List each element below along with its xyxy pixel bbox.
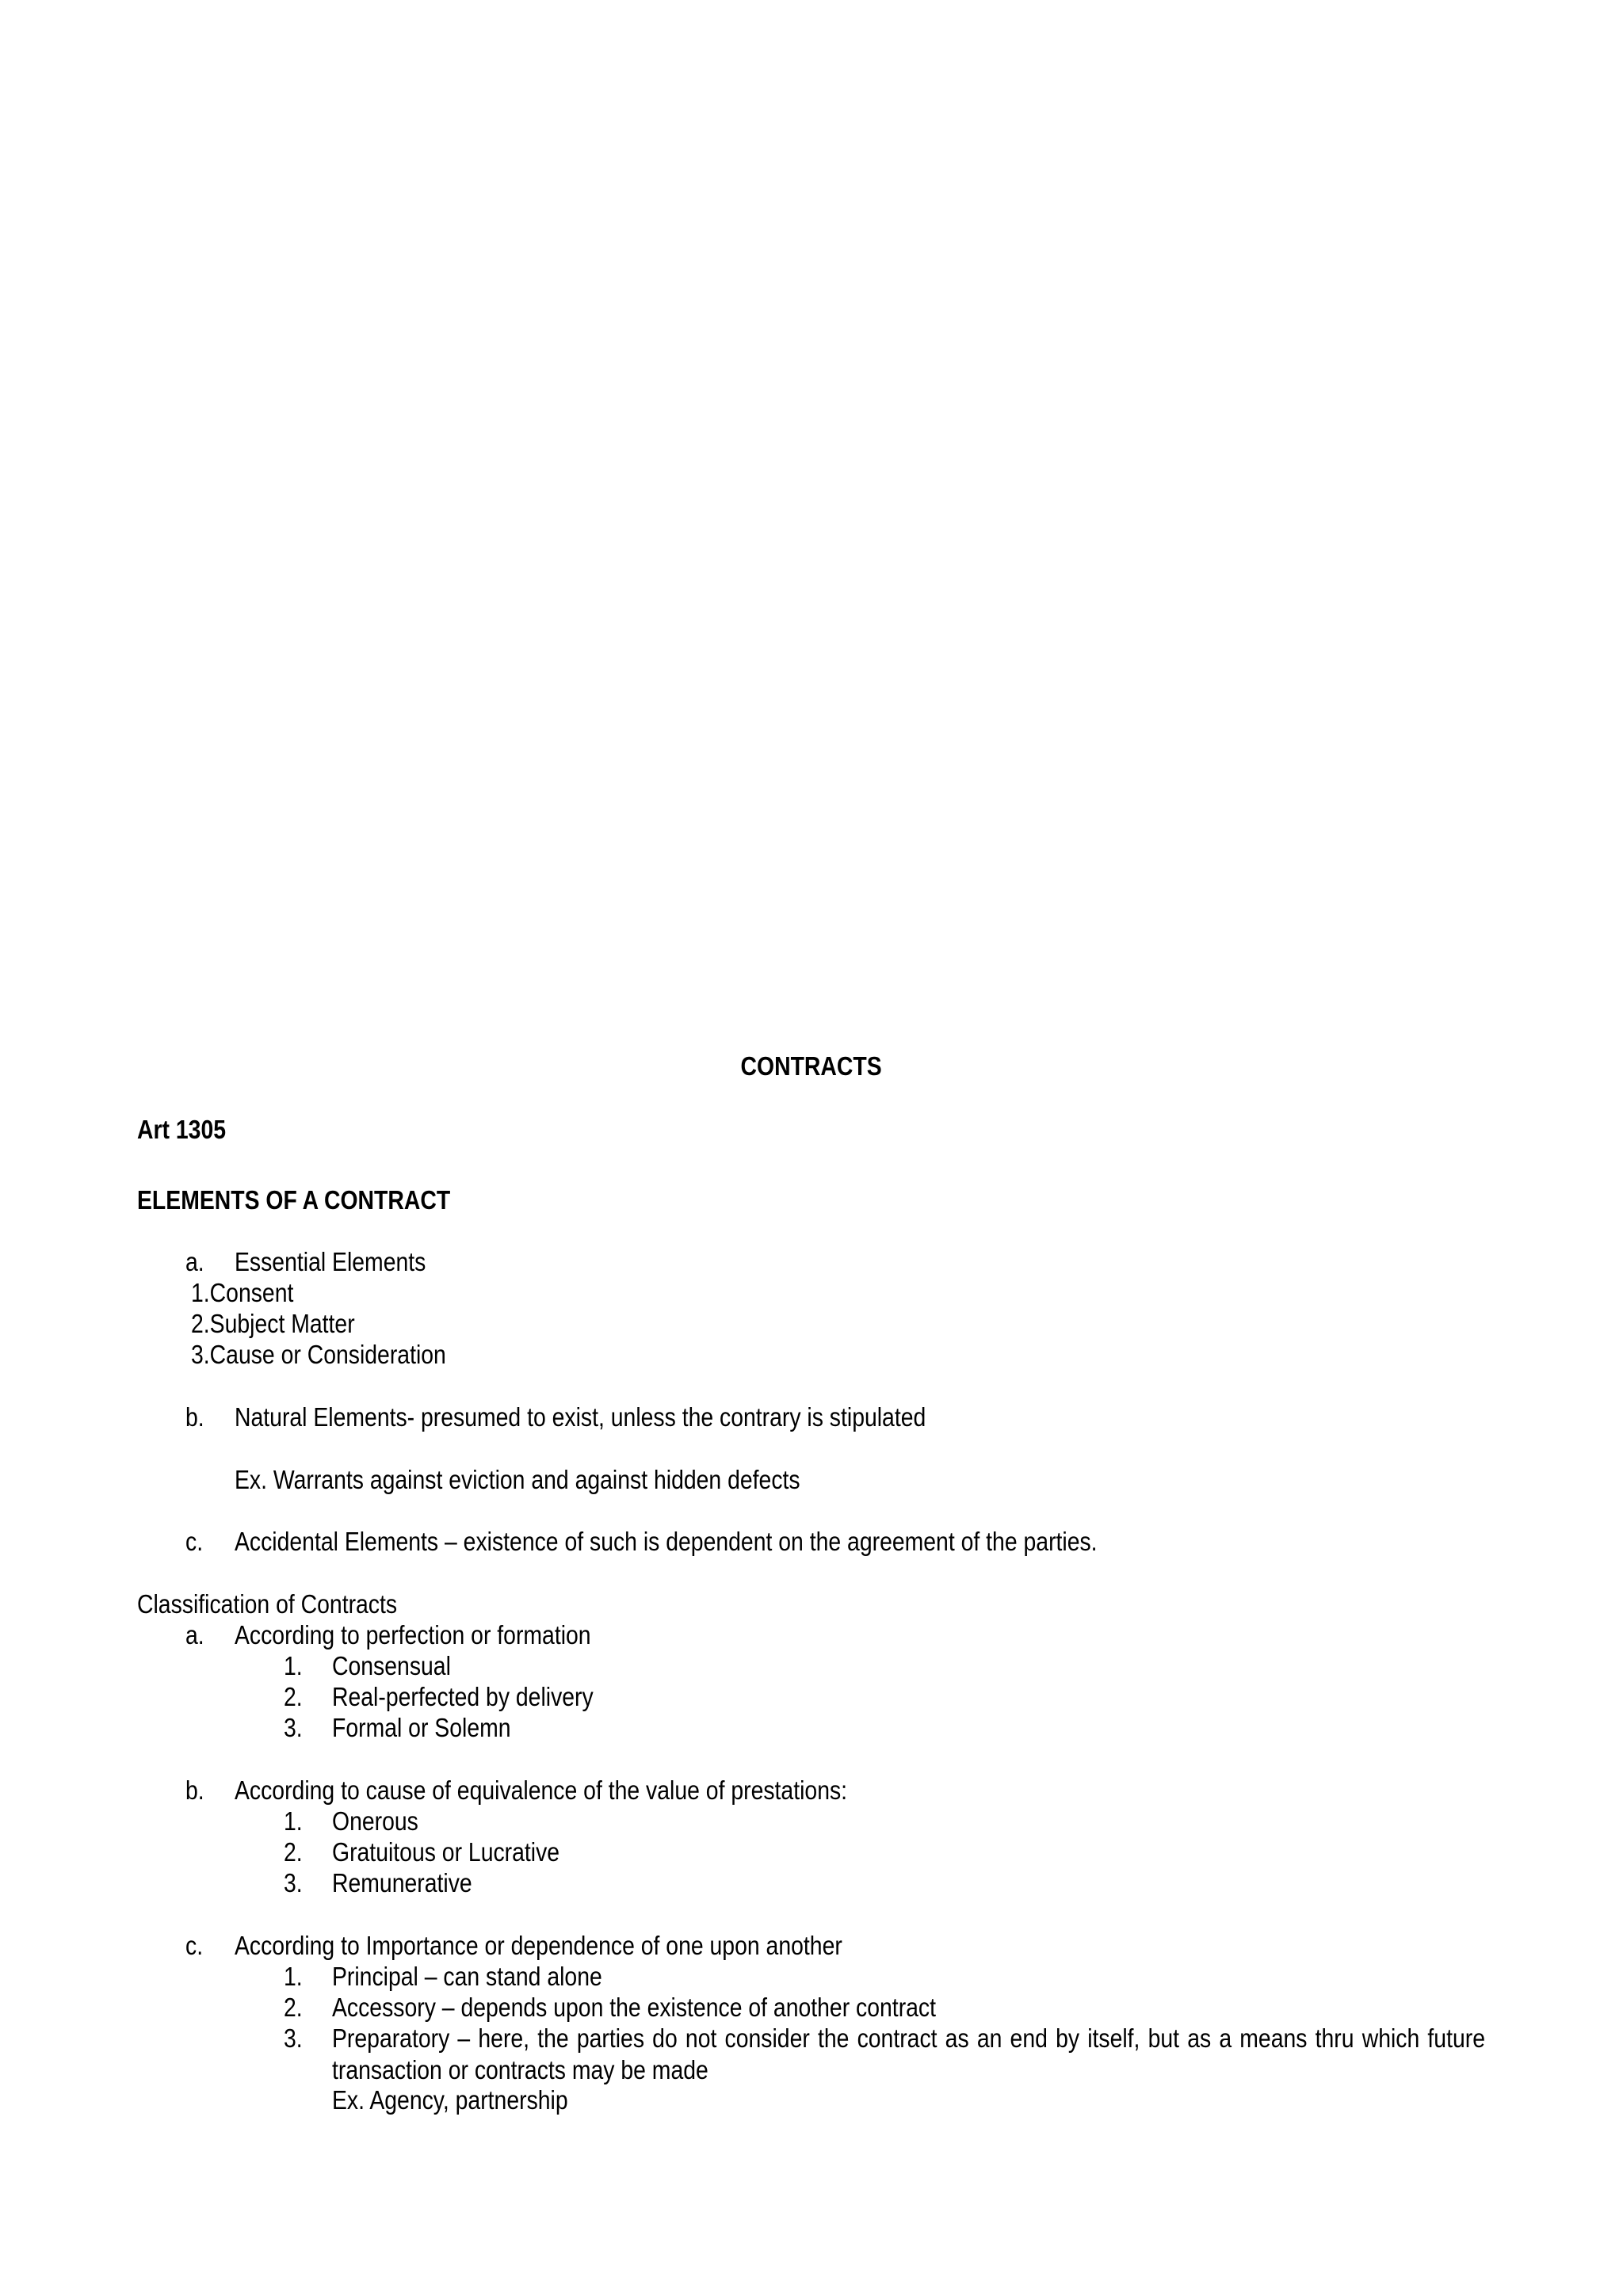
list-item: According to Importance or dependence of one upon another bbox=[235, 1931, 842, 1960]
list-item: According to perfection or formation bbox=[235, 1620, 591, 1650]
classification-heading: Classification of Contracts bbox=[137, 1589, 398, 1619]
list-marker: 2. bbox=[284, 1682, 303, 1711]
list-marker: b. bbox=[185, 1402, 204, 1432]
list-marker: b. bbox=[185, 1775, 204, 1805]
list-item: Consensual bbox=[332, 1651, 451, 1680]
list-item: Natural Elements- presumed to exist, unless the contrary is stipulated bbox=[235, 1402, 926, 1432]
document-title: CONTRACTS bbox=[740, 1051, 883, 1081]
list-marker: a. bbox=[185, 1247, 204, 1276]
list-item: According to cause of equivalence of the value of prestations: bbox=[235, 1775, 848, 1805]
list-item: Accessory – depends upon the existence of another contract bbox=[332, 1993, 937, 2022]
example-text: Ex. Warrants against eviction and against hidden defects bbox=[235, 1465, 800, 1494]
list-item: 3.Cause or Consideration bbox=[191, 1340, 446, 1369]
article-number: Art 1305 bbox=[137, 1115, 227, 1144]
list-marker: 1. bbox=[284, 1806, 303, 1836]
list-item: Gratuitous or Lucrative bbox=[332, 1837, 560, 1867]
list-marker: 3. bbox=[284, 2023, 303, 2053]
list-item: Essential Elements bbox=[235, 1247, 426, 1276]
list-item: Onerous bbox=[332, 1806, 418, 1836]
list-marker: 3. bbox=[284, 1713, 303, 1742]
list-marker: a. bbox=[185, 1620, 204, 1650]
list-marker: 1. bbox=[284, 1651, 303, 1680]
list-item: Real-perfected by delivery bbox=[332, 1682, 594, 1711]
list-marker: c. bbox=[185, 1527, 204, 1556]
list-item: Remunerative bbox=[332, 1868, 472, 1897]
list-marker: c. bbox=[185, 1931, 204, 1960]
list-marker: 2. bbox=[284, 1837, 303, 1867]
section-heading: ELEMENTS OF A CONTRACT bbox=[137, 1185, 451, 1215]
list-item: Formal or Solemn bbox=[332, 1713, 511, 1742]
list-marker: 1. bbox=[284, 1962, 303, 1991]
example-text: Ex. Agency, partnership bbox=[332, 2085, 568, 2115]
list-item: 1.Consent bbox=[191, 1278, 294, 1307]
list-marker: 2. bbox=[284, 1993, 303, 2022]
list-item: 2.Subject Matter bbox=[191, 1309, 355, 1338]
list-item: Principal – can stand alone bbox=[332, 1962, 602, 1991]
list-item-paragraph: Preparatory – here, the parties do not consider the contract as an end by itself, but as a means thru which future transaction or contracts may be made bbox=[332, 2023, 1485, 2084]
list-item: Accidental Elements – existence of such is dependent on the agreement of the parties. bbox=[235, 1527, 1098, 1556]
list-marker: 3. bbox=[284, 1868, 303, 1897]
